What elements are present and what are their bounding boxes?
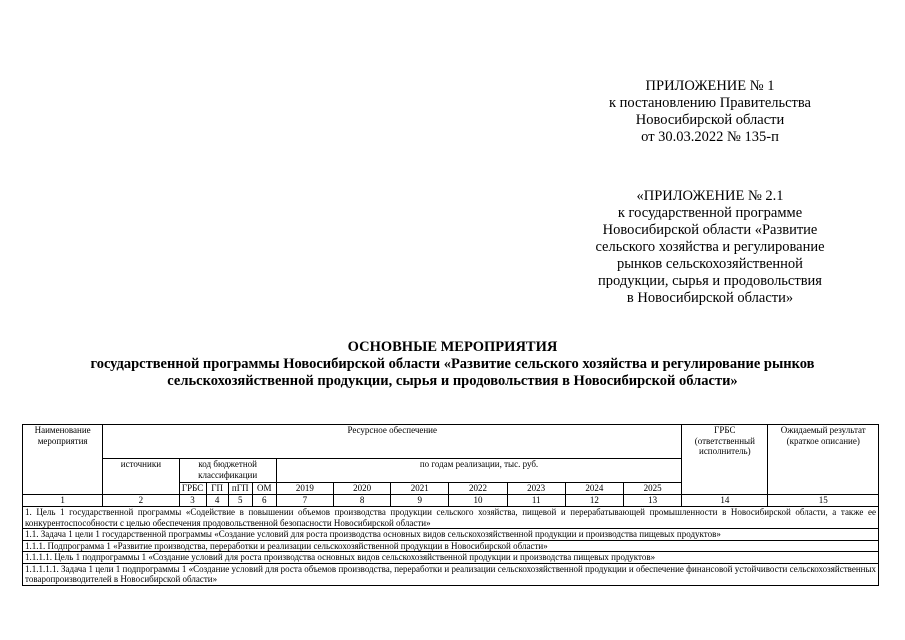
column-number: 14 (682, 495, 768, 507)
appendix-2-1-line: рынков сельскохозяйственной (617, 256, 803, 272)
header-code-col: пГП (228, 483, 252, 495)
column-number: 13 (623, 495, 681, 507)
document-heading (0, 339, 905, 390)
appendix-2-1-line: продукции, сырья и продовольствия (598, 273, 822, 289)
appendix-1-date-number: от 30.03.2022 № 135-п (641, 129, 779, 145)
appendix-2-1-block (560, 188, 860, 307)
appendix-1-title: ПРИЛОЖЕНИЕ № 1 (645, 78, 775, 94)
column-number: 2 (103, 495, 179, 507)
appendix-2-1-title: «ПРИЛОЖЕНИЕ № 2.1 (636, 188, 784, 204)
header-code-col: ГП (206, 483, 228, 495)
header-year: 2023 (507, 483, 565, 495)
heading-subtitle: сельскохозяйственной продукции, сырья и продовольствия в Новосибирской области» (167, 373, 738, 389)
column-number: 1 (23, 495, 103, 507)
heading-subtitle: государственной программы Новосибирской области «Развитие сельского хозяйства и регулирование рынков (90, 356, 815, 372)
header-year: 2020 (334, 483, 391, 495)
column-number: 9 (391, 495, 449, 507)
header-year: 2022 (449, 483, 507, 495)
column-number: 10 (449, 495, 507, 507)
header-budget-code: код бюджетной классификации (179, 459, 276, 483)
header-grbs: ГРБС (ответственный исполнитель) (682, 425, 768, 495)
appendix-2-1-line: сельского хозяйства и регулирование (595, 239, 825, 255)
appendix-1-block (560, 78, 860, 146)
header-sources: источники (103, 459, 179, 495)
column-number: 12 (565, 495, 623, 507)
column-number: 6 (252, 495, 276, 507)
appendix-1-line: к постановлению Правительства (609, 95, 811, 111)
header-year: 2021 (391, 483, 449, 495)
table-row-task: 1.1. Задача 1 цели 1 государственной программы «Создание условий для роста производства основных видов сельскохозяйственной продукции и производства пищевых продуктов» (23, 529, 879, 541)
table-row-subprogram-goal: 1.1.1.1. Цель 1 подпрограммы 1 «Создание условий для роста производства основных видов сельскохозяйственной продукции и производства пищевых продуктов» (23, 552, 879, 564)
table-row-goal: 1. Цель 1 государственной программы «Содействие в повышении объемов производства продукции сельского хозяйства, пищевой и перерабатывающей промышленности в Новосибирской области, а также ее конкурентоспособности с целью обеспечения продовольственной безопасности Новосибирской области» (23, 507, 879, 529)
column-number: 3 (179, 495, 206, 507)
table-row-subprogram: 1.1.1. Подпрограмма 1 «Развитие производства, переработки и реализации сельскохозяйственной продукции в Новосибирской области» (23, 540, 879, 552)
appendix-1-line: Новосибирской области (635, 112, 785, 128)
column-number: 11 (507, 495, 565, 507)
header-name: Наименование мероприятия (23, 425, 103, 495)
heading-title: ОСНОВНЫЕ МЕРОПРИЯТИЯ (347, 339, 558, 355)
header-resources: Ресурсное обеспечение (103, 425, 682, 459)
header-code-col: ГРБС (179, 483, 206, 495)
appendix-2-1-line: в Новосибирской области» (626, 290, 794, 306)
measures-table (22, 424, 879, 586)
header-code-col: ОМ (252, 483, 276, 495)
appendix-2-1-line: Новосибирской области «Развитие (602, 222, 818, 238)
column-number: 8 (334, 495, 391, 507)
column-number: 5 (228, 495, 252, 507)
header-by-years: по годам реализации, тыс. руб. (276, 459, 681, 483)
header-year: 2025 (623, 483, 681, 495)
appendix-2-1-line: к государственной программе (617, 205, 803, 221)
header-result: Ожидаемый результат (краткое описание) (768, 425, 879, 495)
header-year: 2019 (276, 483, 333, 495)
column-number: 15 (768, 495, 879, 507)
header-year: 2024 (565, 483, 623, 495)
column-number: 4 (206, 495, 228, 507)
table-row-subprogram-task: 1.1.1.1.1. Задача 1 цели 1 подпрограммы 1 «Создание условий для роста объемов производства, переработки и реализации сельскохозяйственной продукции и обеспечение финансовой устойчивости сельскохозяйственных товаропроизводителей в Новосибирской области» (23, 563, 879, 585)
column-number: 7 (276, 495, 333, 507)
